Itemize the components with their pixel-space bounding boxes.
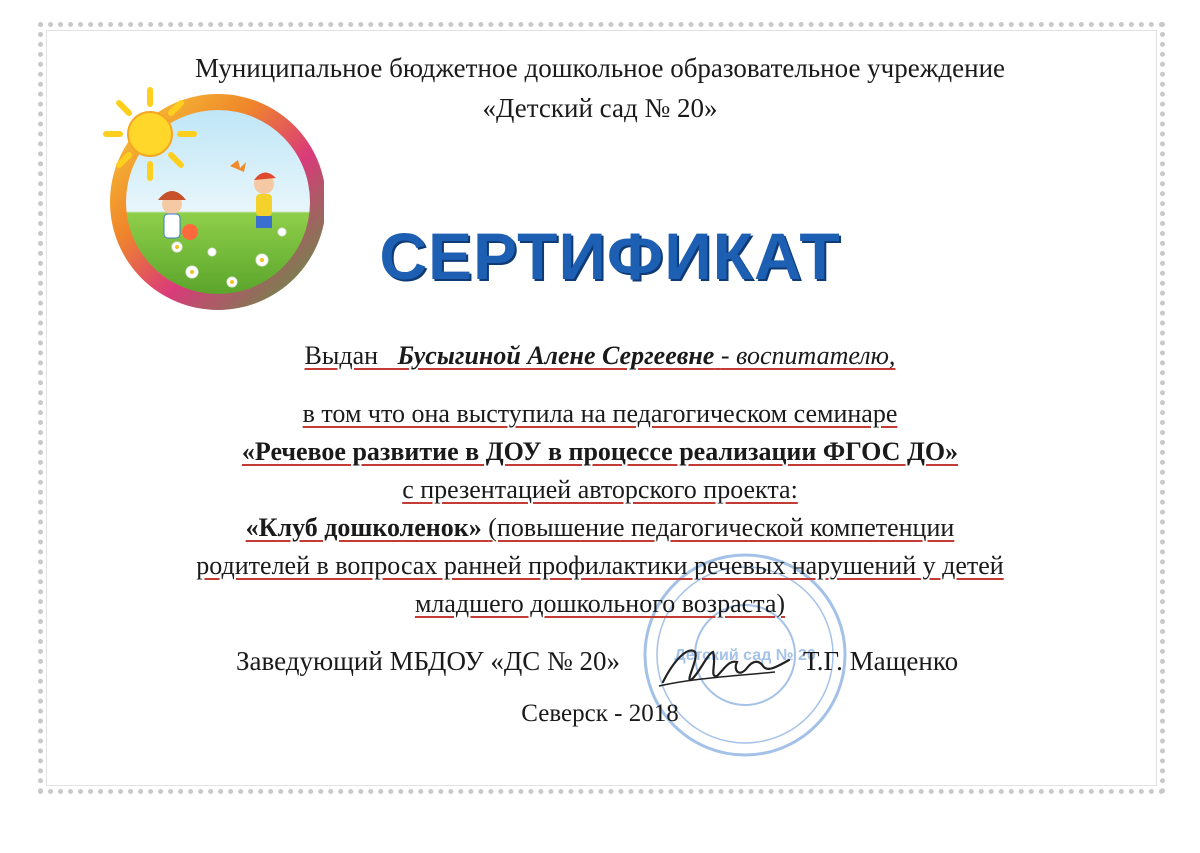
project-description-2: родителей в вопросах ранней профилактики речевых нарушений у детей bbox=[196, 551, 1004, 580]
project-description-line-3 bbox=[0, 588, 1200, 620]
issued-prefix: Выдан bbox=[304, 341, 379, 370]
recipient-line bbox=[0, 340, 1200, 372]
handwritten-signature bbox=[655, 638, 795, 694]
presentation-line bbox=[0, 474, 1200, 506]
recipient-role: - воспитателю, bbox=[720, 341, 896, 370]
signer-position: Заведующий МБДОУ «ДС № 20» bbox=[236, 646, 621, 676]
recipient-name: Бусыгиной Алене Сергеевне bbox=[397, 341, 715, 370]
project-description-3: младшего дошкольного возраста) bbox=[414, 589, 786, 618]
seminar-title: «Речевое развитие в ДОУ в процессе реализации ФГОС ДО» bbox=[241, 437, 959, 466]
sun-icon bbox=[106, 90, 194, 178]
certificate-title: СЕРТИФИКАТ bbox=[379, 219, 841, 293]
statement-line bbox=[0, 398, 1200, 430]
city-year: Северск - 2018 bbox=[521, 700, 679, 727]
project-title: «Клуб дошколенок» bbox=[245, 513, 482, 542]
seminar-line bbox=[0, 436, 1200, 468]
presentation-text: с презентацией авторского проекта: bbox=[402, 475, 798, 504]
project-description-1: (повышение педагогической компетенции bbox=[488, 513, 955, 542]
project-description-line-2 bbox=[0, 550, 1200, 582]
stamp-center-text: Детский сад № 20 bbox=[674, 647, 816, 664]
statement-text: в том что она выступила на педагогическом семинаре bbox=[302, 399, 898, 428]
kindergarten-logo bbox=[92, 82, 324, 314]
organization-short-name: «Детский сад № 20» bbox=[482, 93, 718, 123]
project-line bbox=[0, 512, 1200, 544]
organization-name: Муниципальное бюджетное дошкольное образовательное учреждение bbox=[195, 53, 1005, 83]
signer-name: Т.Г. Мащенко bbox=[803, 646, 959, 676]
